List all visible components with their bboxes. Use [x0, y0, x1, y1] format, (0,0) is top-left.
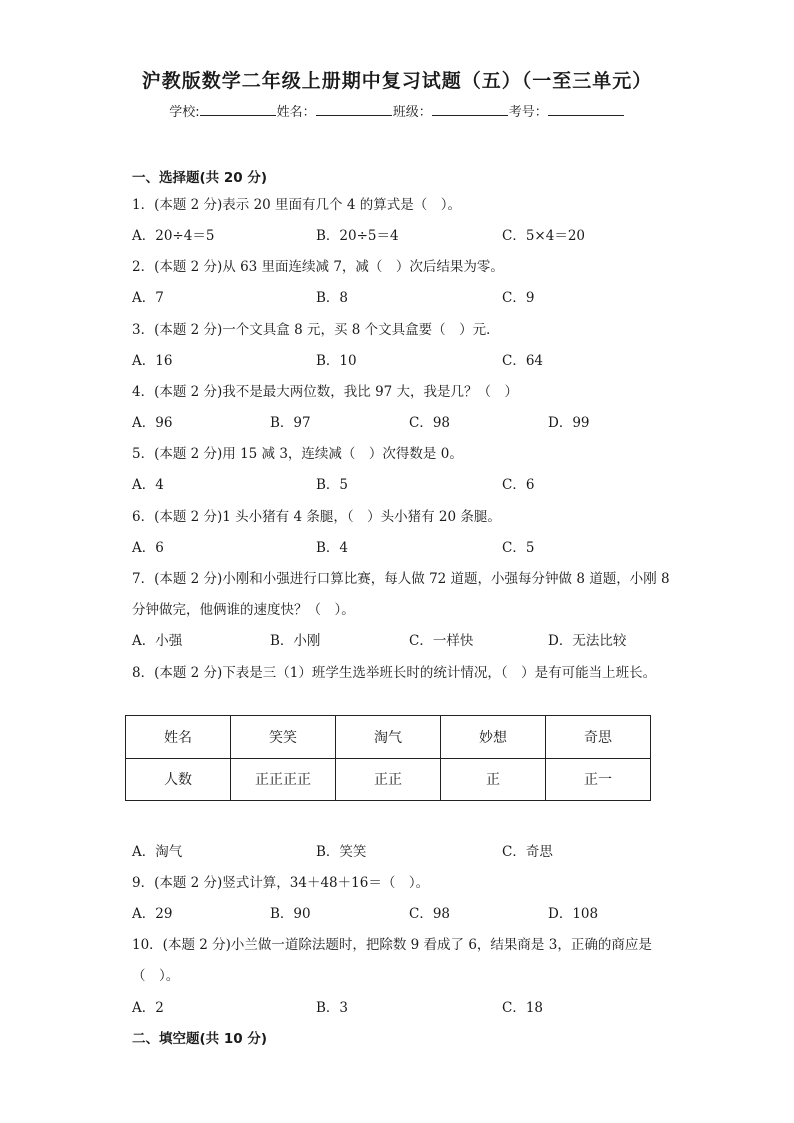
name-label: 姓名： — [276, 105, 316, 120]
option-b[interactable]: B．4 — [316, 540, 349, 556]
option-b[interactable]: B．97 — [270, 415, 311, 431]
option-d[interactable]: D．无法比较 — [548, 633, 627, 649]
option-b[interactable]: B．笑笑 — [316, 844, 367, 860]
option-c[interactable]: C．98 — [409, 415, 451, 431]
option-a[interactable]: A．7 — [132, 290, 164, 306]
option-a[interactable]: A．20÷4＝5 — [132, 228, 215, 244]
question-stem: 10．(本题 2 分)小兰做一道除法题时，把除数 9 看成了 6，结果商是 3，正确的商应是 — [132, 937, 652, 953]
question-stem-continued: 分钟做完，他俩谁的速度快？（ ）。 — [132, 602, 355, 618]
question-stem: 2．(本题 2 分)从 63 里面连续减 7，减（ ）次后结果为零。 — [132, 259, 504, 275]
student-info-line — [0, 101, 794, 120]
option-c[interactable]: C．5 — [502, 540, 535, 556]
question-stem: 3．(本题 2 分)一个文具盒 8 元，买 8 个文具盒要（ ）元． — [132, 322, 500, 338]
section-heading: 二、填空题(共 10 分) — [132, 1031, 268, 1047]
question-stem: 7．(本题 2 分)小刚和小强进行口算比赛，每人做 72 道题，小强每分钟做 8 道题，小刚 8 — [132, 571, 670, 587]
option-b[interactable]: B．3 — [316, 1000, 349, 1016]
option-b[interactable]: B．5 — [316, 477, 349, 493]
option-b[interactable]: B．20÷5＝4 — [316, 228, 399, 244]
id-label: 考号： — [508, 105, 548, 120]
option-a[interactable]: A．小强 — [132, 633, 183, 649]
question-stem: 1．(本题 2 分)表示 20 里面有几个 4 的算式是（ ）。 — [132, 197, 461, 213]
option-a[interactable]: A．4 — [132, 477, 164, 493]
school-field[interactable] — [200, 103, 276, 116]
school-label: 学校: — [169, 105, 200, 120]
class-field[interactable] — [432, 103, 508, 116]
option-c[interactable]: C．64 — [502, 353, 544, 369]
option-c[interactable]: C．奇思 — [502, 844, 553, 860]
question-stem: 4．(本题 2 分)我不是最大两位数，我比 97 大，我是几？（ ） — [132, 384, 519, 400]
question-stem: 8．(本题 2 分)下表是三（1）班学生选举班长时的统计情况，（ ）是有可能当上班长。 — [132, 665, 657, 681]
option-a[interactable]: A．淘气 — [132, 844, 183, 860]
option-b[interactable]: B．90 — [270, 906, 311, 922]
option-a[interactable]: A．6 — [132, 540, 164, 556]
section-heading: 一、选择题(共 20 分) — [132, 170, 268, 186]
table-cell: 正一 — [546, 758, 651, 801]
table-cell: 妙想 — [441, 716, 546, 759]
option-b[interactable]: B．10 — [316, 353, 357, 369]
question-stem: 6．(本题 2 分)1 头小猪有 4 条腿，（ ）头小猪有 20 条腿。 — [132, 509, 501, 525]
table-cell: 正正 — [336, 758, 441, 801]
option-c[interactable]: C．9 — [502, 290, 535, 306]
table-cell: 正 — [441, 758, 546, 801]
question-stem: 5．(本题 2 分)用 15 减 3，连续减（ ）次得数是 0。 — [132, 446, 463, 462]
question-stem-continued: （ ）。 — [132, 968, 180, 984]
option-b[interactable]: B．小刚 — [270, 633, 321, 649]
table-row — [126, 758, 651, 801]
table-cell: 正正正正 — [231, 758, 336, 801]
option-c[interactable]: C．5×4＝20 — [502, 228, 585, 244]
table-cell: 奇思 — [546, 716, 651, 759]
option-b[interactable]: B．8 — [316, 290, 349, 306]
class-label: 班级： — [392, 105, 432, 120]
option-d[interactable]: D．108 — [548, 906, 599, 922]
option-c[interactable]: C．18 — [502, 1000, 544, 1016]
option-c[interactable]: C．6 — [502, 477, 535, 493]
option-c[interactable]: C．98 — [409, 906, 451, 922]
table-cell: 姓名 — [126, 716, 231, 759]
table-header-row — [126, 716, 651, 759]
page-title: 沪教版数学二年级上册期中复习试题（五）（一至三单元） — [141, 70, 653, 92]
table-cell: 淘气 — [336, 716, 441, 759]
option-c[interactable]: C．一样快 — [409, 633, 474, 649]
option-a[interactable]: A．16 — [132, 353, 173, 369]
option-d[interactable]: D．99 — [548, 415, 590, 431]
option-a[interactable]: A．2 — [132, 1000, 164, 1016]
table-cell: 人数 — [126, 758, 231, 801]
question-stem: 9．(本题 2 分)竖式计算，34＋48＋16＝（ ）。 — [132, 875, 430, 891]
id-field[interactable] — [548, 103, 624, 116]
vote-table — [125, 715, 651, 801]
table-cell: 笑笑 — [231, 716, 336, 759]
option-a[interactable]: A．29 — [132, 906, 173, 922]
option-a[interactable]: A．96 — [132, 415, 173, 431]
name-field[interactable] — [316, 103, 392, 116]
